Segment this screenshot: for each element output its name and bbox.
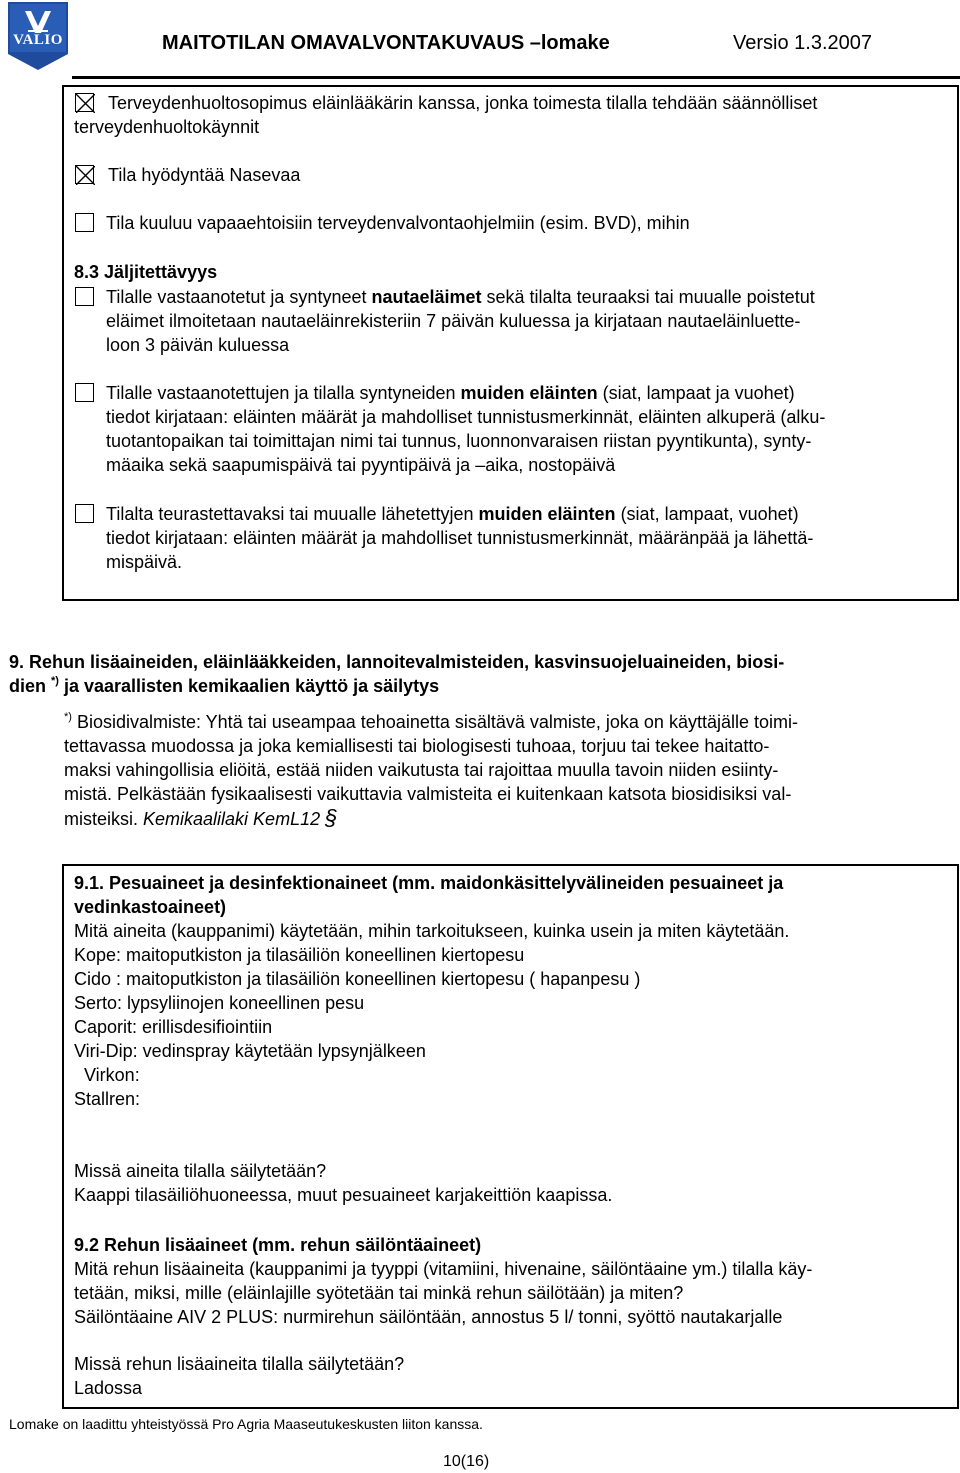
footer-note: Lomake on laadittu yhteistyössä Pro Agria Maaseutukeskusten liiton kanssa. xyxy=(9,1416,483,1432)
storage-question: Missä aineita tilalla säilytetään? xyxy=(74,1161,327,1181)
answer-line[interactable]: Kope: maitoputkiston ja tilasäiliön koneellinen kiertopesu xyxy=(74,945,525,965)
cattle-registry-text-cont: loon 3 päivän kuluessa xyxy=(106,335,290,355)
health-agreement-text-cont: terveydenhuoltokäynnit xyxy=(74,117,260,137)
checkbox-other-animals-received[interactable] xyxy=(75,383,94,402)
checkbox-naseva[interactable] xyxy=(75,165,94,184)
biocide-note: *) Biosidivalmiste: Yhtä tai useampaa tehoainetta sisältävä valmiste, joka on käyttäjälle toimi- xyxy=(64,711,798,732)
naseva-text: Tila hyödyntää Nasevaa xyxy=(108,165,301,185)
other-animals-received-text: Tilalle vastaanotettujen ja tilalla syntyneiden muiden eläinten (siat, lampaat ja vuohet) xyxy=(106,383,795,403)
section-9-1-title-cont: vedinkastoaineet) xyxy=(74,897,227,917)
document-title: MAITOTILAN OMAVALVONTAKUVAUS –lomake xyxy=(162,32,610,54)
other-animals-sent-text-cont: mispäivä. xyxy=(106,552,183,572)
answer-line[interactable]: Virkon: xyxy=(74,1065,140,1085)
section-9-2-answer[interactable]: Säilöntäaine AIV 2 PLUS: nurmirehun säilöntään, annostus 5 l/ tonni, syöttö nautakarjalle xyxy=(74,1307,783,1327)
checked-x-icon xyxy=(76,166,95,185)
section-9-title: 9. Rehun lisäaineiden, eläinlääkkeiden, lannoitevalmisteiden, kasvinsuojeluaineiden, biosi- xyxy=(9,652,785,672)
section-9-1-title: 9.1. Pesuaineet ja desinfektionaineet (mm. maidonkäsittelyvälineiden pesuaineet ja xyxy=(74,873,784,893)
logo-text: VALIO xyxy=(13,32,63,48)
section-9-2-question-cont: tetään, miksi, mille (eläinlajille syötetään tai minkä rehun säilötään) ja miten? xyxy=(74,1283,684,1303)
law-reference: Kemikaalilaki KemL12 xyxy=(143,809,321,829)
other-animals-received-text-cont: tiedot kirjataan: eläinten määrät ja mahdolliset tunnistusmerkinnät, eläinten alkuperä (alku- xyxy=(106,407,826,427)
section-9-2-question: Mitä rehun lisäaineita (kauppanimi ja tyyppi (vitamiini, hivenaine, säilöntäaine ym.) tilalla käy- xyxy=(74,1259,813,1279)
header-rule xyxy=(72,76,960,79)
version-label: Versio 1.3.2007 xyxy=(733,32,872,54)
section-sign: § xyxy=(325,805,338,830)
feed-storage-answer[interactable]: Ladossa xyxy=(74,1378,143,1398)
valio-logo xyxy=(8,2,68,70)
checkbox-cattle-registry[interactable] xyxy=(75,287,94,306)
storage-answer[interactable]: Kaappi tilasäiliöhuoneessa, muut pesuaineet karjakeittiön kaapissa. xyxy=(74,1185,613,1205)
checkbox-other-animals-sent[interactable] xyxy=(75,504,94,523)
answer-line[interactable]: Viri-Dip: vedinspray käytetään lypsynjälkeen xyxy=(74,1041,426,1061)
checked-x-icon xyxy=(76,94,95,113)
feed-storage-question: Missä rehun lisäaineita tilalla säilytetään? xyxy=(74,1354,405,1374)
other-animals-sent-text-cont: tiedot kirjataan: eläinten määrät ja mahdolliset tunnistusmerkinnät, määränpää ja lähettä- xyxy=(106,528,814,548)
other-animals-received-text-cont: mäaika sekä saapumispäivä tai pyyntipäivä ja –aika, nostopäivä xyxy=(106,455,616,475)
biocide-note-cont: tettavassa muodossa ja joka kemiallisesti tai biologisesti tuhoaa, torjuu tai tekee haitatto- xyxy=(64,736,770,756)
biocide-note-cont: maksi vahingollisia eliöitä, estää niiden vaikutusta tai rajoittaa muulla tavoin niiden esiinty- xyxy=(64,760,779,780)
answer-line[interactable]: Serto: lypsyliinojen koneellinen pesu xyxy=(74,993,365,1013)
answer-line[interactable]: Cido : maitoputkiston ja tilasäiliön koneellinen kiertopesu ( hapanpesu ) xyxy=(74,969,641,989)
health-programs-text: Tila kuuluu vapaaehtoisiin terveydenvalvontaohjelmiin (esim. BVD), mihin xyxy=(106,213,690,233)
section-8-3-heading: 8.3 Jäljitettävyys xyxy=(74,262,218,282)
answer-line[interactable]: Stallren: xyxy=(74,1089,141,1109)
biocide-note-cont: misteiksi. Kemikaalilaki KemL12 § xyxy=(64,805,338,830)
checkbox-health-agreement[interactable] xyxy=(75,93,94,112)
page-number: 10(16) xyxy=(443,1453,490,1470)
cattle-registry-text: Tilalle vastaanotetut ja syntyneet nautaeläimet sekä tilalta teuraaksi tai muualle poistetut xyxy=(106,287,815,307)
section-9-1-question: Mitä aineita (kauppanimi) käytetään, mihin tarkoitukseen, kuinka usein ja miten käytetään. xyxy=(74,921,790,941)
health-agreement-text: Terveydenhuoltosopimus eläinlääkärin kanssa, jonka toimesta tilalla tehdään säännölliset xyxy=(108,93,818,113)
answer-line[interactable]: Caporit: erillisdesifiointiin xyxy=(74,1017,273,1037)
cattle-registry-text-cont: eläimet ilmoitetaan nautaeläinrekisteriin 7 päivän kuluessa ja kirjataan nautaeläinluette- xyxy=(106,311,801,331)
other-animals-sent-text: Tilalta teurastettavaksi tai muualle lähetettyjen muiden eläinten (siat, lampaat, vuohet) xyxy=(106,504,799,524)
section-9-2-title: 9.2 Rehun lisäaineet (mm. rehun säilöntäaineet) xyxy=(74,1235,482,1255)
section-9-title-cont: dien *) ja vaarallisten kemikaalien käyttö ja säilytys xyxy=(9,675,440,696)
checkbox-health-programs[interactable] xyxy=(75,213,94,232)
other-animals-received-text-cont: tuotantopaikan tai toimittajan nimi tai tunnus, luonnonvaraisen riistan pyyntikunta), synty- xyxy=(106,431,812,451)
biocide-note-cont: mistä. Pelkästään fysikaalisesti vaikuttavia valmisteita ei kuitenkaan katsota biosidisiksi val- xyxy=(64,784,792,804)
